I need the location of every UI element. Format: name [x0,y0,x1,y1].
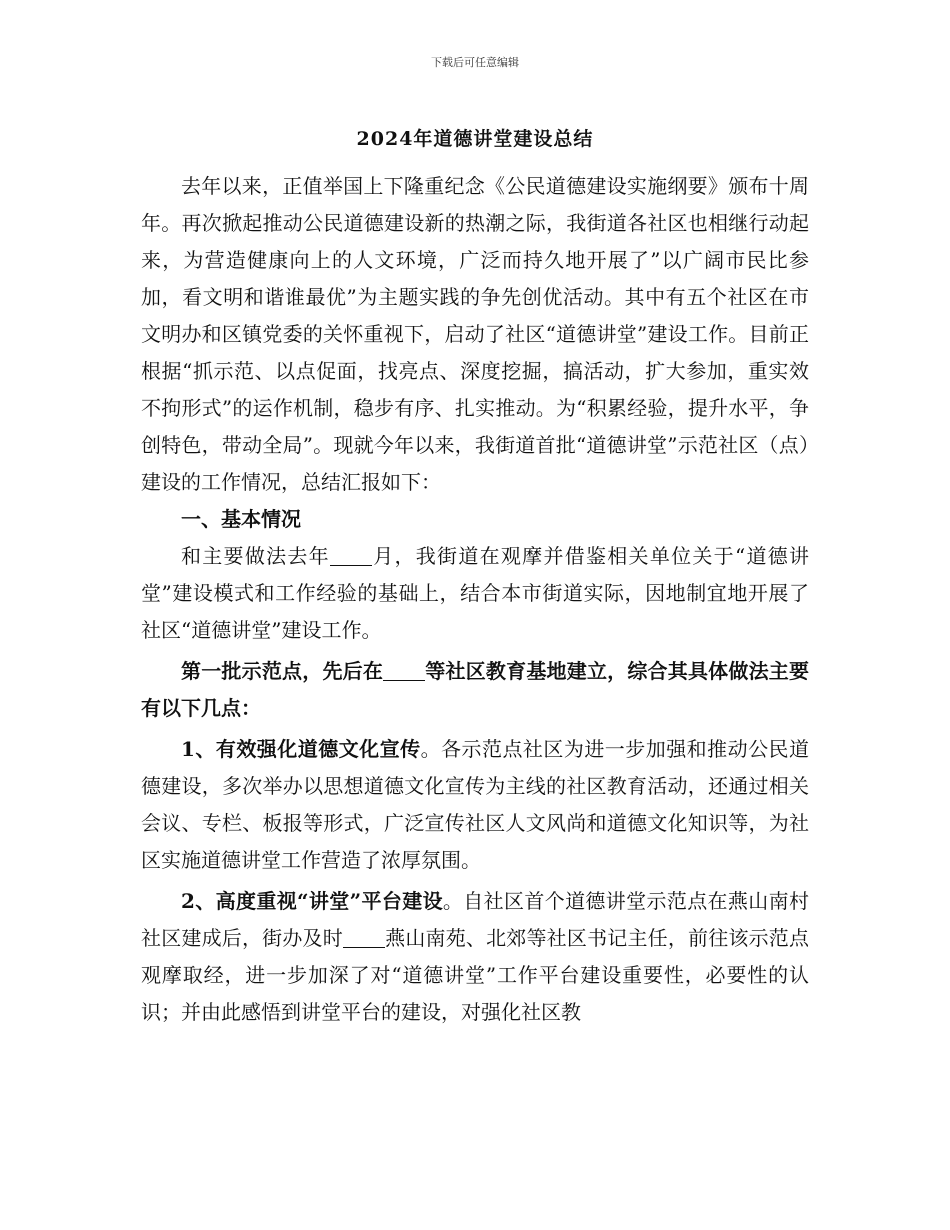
section1-text-after: 月，我街道在观摩并借鉴相关单位关于“道德讲堂”建设模式和工作经验的基础上，结合本市街道实际，因地制宜地开展了社区“道德讲堂”建设工作。 [141,544,810,642]
page-title: 2024年道德讲堂建设总结 [356,128,594,150]
section1-heading: 一、基本情况 [181,507,301,531]
section1-paragraph [141,538,809,649]
item1-paragraph [141,731,809,879]
demo-points-paragraph [141,653,809,727]
header-note: 下载后可任意编辑 [431,56,519,69]
item2-heading: 2、高度重视“讲堂”平台建设 [181,889,443,913]
item1-body: 。各示范点社区为进一步加强和推动公民道德建设，多次举办以思想道德文化宣传为主线的社区教育活动，还通过相关会议、专栏、板报等形式，广泛宣传社区人文风尚和道德文化知识等，为社区实施道德讲堂工作营造了浓厚氛围。 [141,737,810,872]
intro-paragraph: 去年以来，正值举国上下隆重纪念《公民道德建设实施纲要》颁布十周年。再次掀起推动公民道德建设新的热潮之际，我街道各社区也相继行动起来，为营造健康向上的人文环境，广泛而持久地开展了”以广阔市民比参加，看文明和谐谁最优”为主题实践的争先创优活动。其中有五个社区在市文明办和区镇党委的关怀重视下，启动了社区“道德讲堂”建设工作。目前正根据“抓示范、以点促面，找亮点、深度挖掘，搞活动，扩大参加，重实效不拘形式”的运作机制，稳步有序、扎实推动。为“积累经验，提升水平，争创特色，带动全局”。现就今年以来，我街道首批“道德讲堂”示范社区（点）建设的工作情况，总结汇报如下： [141,174,809,494]
blank-line [383,660,425,681]
item2-paragraph [141,883,809,1031]
demo-points-text-after: 等社区教育基地建立，综合其具体做法主要有以下几点： [141,659,810,720]
item2-text-before: 。自社区首个道德讲堂示范点在燕山南村社区建成后，街办及时 [141,889,809,950]
demo-points-text-before: 第一批示范点，先后在 [181,659,384,683]
item1-heading: 1、有效强化道德文化宣传 [181,737,421,761]
document-body [141,168,809,1031]
item2-text-after: 燕山南苑、北郊等社区书记主任，前往该示范点观摩取经，进一步加深了对“道德讲堂”工作平台建设重要性，必要性的认识；并由此感悟到讲堂平台的建设，对强化社区教 [141,926,810,1024]
section1-text-before: 和主要做法去年 [181,544,330,568]
blank-line [330,545,372,566]
blank-line [343,927,385,948]
